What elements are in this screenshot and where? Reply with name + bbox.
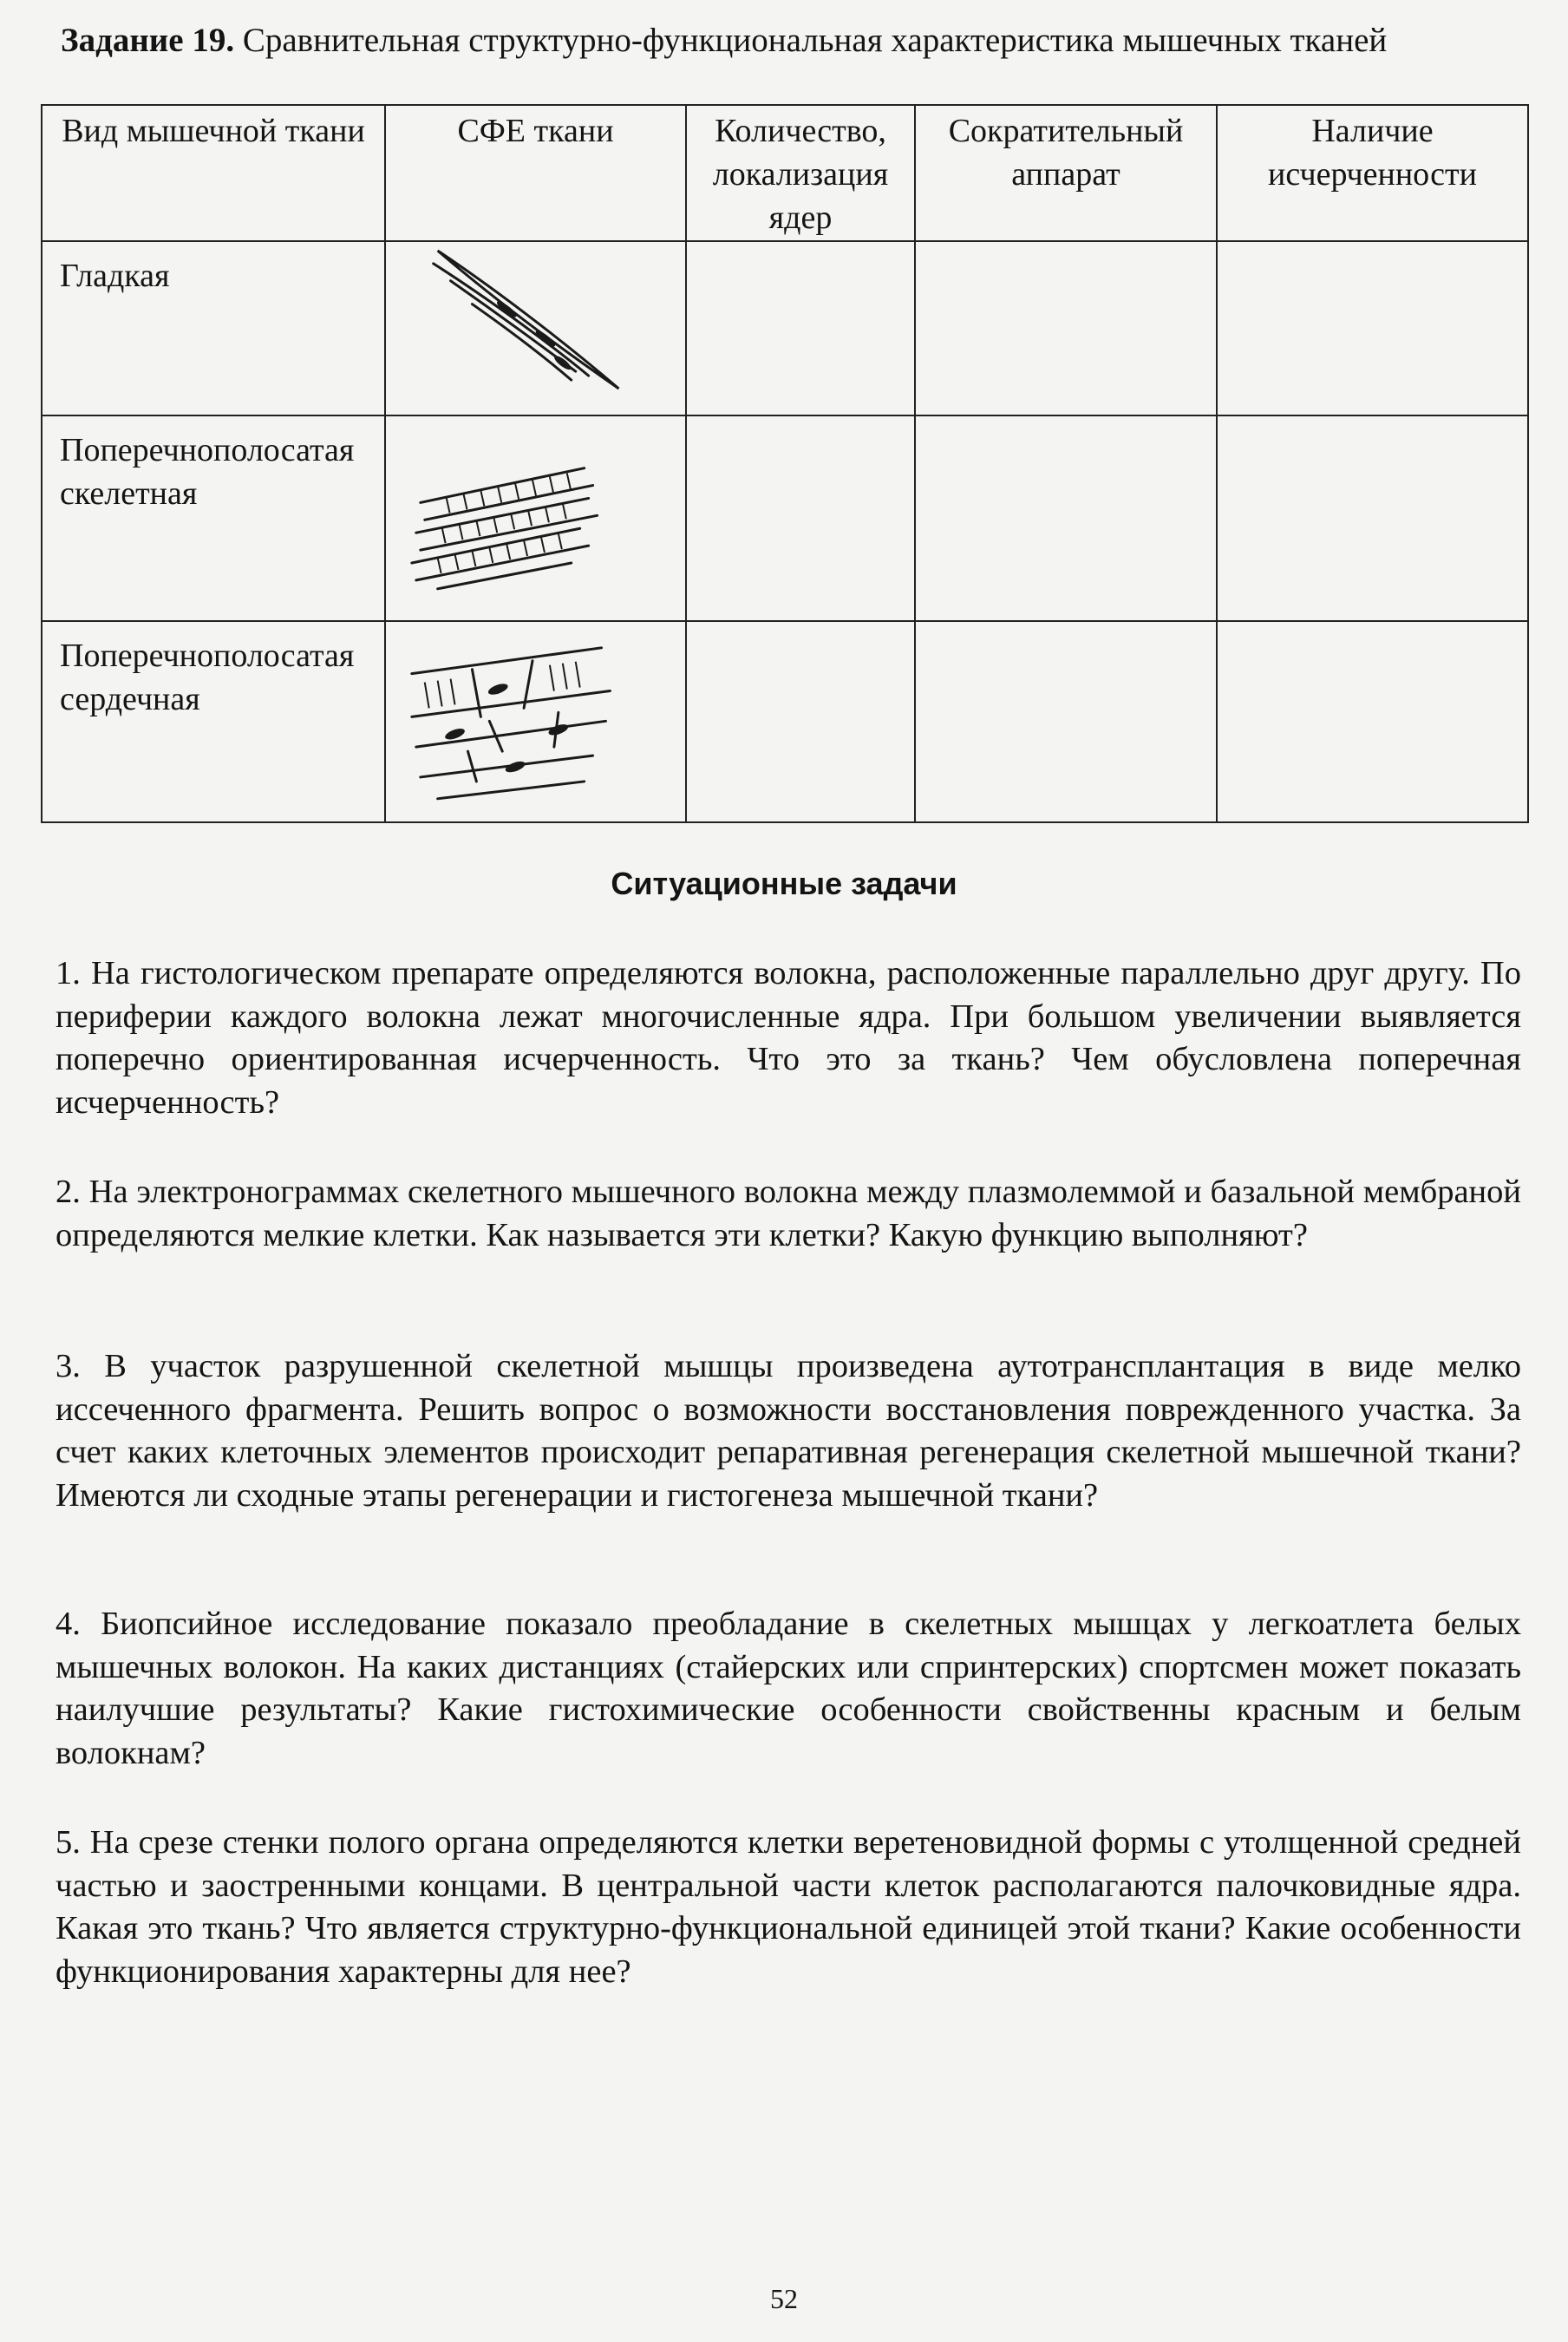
header-sfe: СФЕ ткани	[385, 105, 686, 241]
task-heading	[61, 19, 1535, 62]
skeletal-muscle-sketch-icon	[386, 416, 685, 621]
cardiac-muscle-sketch-icon	[386, 622, 685, 821]
table-row	[42, 415, 1528, 622]
nuclei-cell-cardiac[interactable]	[686, 621, 915, 822]
sfe-cell-smooth	[385, 241, 686, 415]
contractile-cell-cardiac[interactable]	[915, 621, 1217, 822]
sfe-cell-cardiac	[385, 621, 686, 822]
row-label-skeletal: Поперечнополосатая скелетная	[42, 415, 385, 622]
section-title: Ситуационные задачи	[611, 866, 957, 901]
header-striation: Наличие исчерченности	[1217, 105, 1528, 241]
problem-4: 4. Биопсийное исследование показало преобладание в скелетных мышцах у легкоатлета белых мышечных волокон. На каких дистанциях (стайерских или спринтерских) спортсмен может показать наилучшие результаты? Какие гистохимические особенности свойственны красным и белым волокнам?	[56, 1606, 1521, 1771]
table-row	[42, 621, 1528, 822]
striation-cell-skeletal[interactable]	[1217, 415, 1528, 622]
problem-1: 1. На гистологическом препарате определяются волокна, расположенные параллельно друг другу. По периферии каждого волокна лежат многочисленные ядра. При большом увеличении выявляется поперечно ориентированная исчерченность. Что это за ткань? Чем обусловлена поперечная исчерченность?	[56, 955, 1521, 1121]
sfe-cell-skeletal	[385, 415, 686, 622]
header-nuclei: Количество, локализация ядер	[686, 105, 915, 241]
striation-cell-cardiac[interactable]	[1217, 621, 1528, 822]
page-number: 52	[770, 2283, 798, 2314]
striation-cell-smooth[interactable]	[1217, 241, 1528, 415]
task-title-text: Сравнительная структурно-функциональная характеристика мышечных тканей	[242, 22, 1388, 59]
table-row	[42, 241, 1528, 415]
row-label-smooth: Гладкая	[42, 241, 385, 415]
problem-5: 5. На срезе стенки полого органа определяются клетки веретеновидной формы с утолщенной средней частью и заостренными концами. В центральной части клеток располагаются палочковидные ядра. Какая это ткань? Что является структурно-функциональной единицей этой ткани? Какие особенности функционирования характерны для нее?	[56, 1824, 1521, 1990]
smooth-muscle-sketch-icon	[386, 242, 685, 415]
table-header-row	[42, 105, 1528, 241]
nuclei-cell-skeletal[interactable]	[686, 415, 915, 622]
nuclei-cell-smooth[interactable]	[686, 241, 915, 415]
muscle-tissue-table	[41, 104, 1529, 823]
header-contractile-apparatus: Сократительный аппарат	[915, 105, 1217, 241]
contractile-cell-skeletal[interactable]	[915, 415, 1217, 622]
contractile-cell-smooth[interactable]	[915, 241, 1217, 415]
task-label: Задание 19.	[61, 22, 235, 59]
problem-3: 3. В участок разрушенной скелетной мышцы произведена аутотрансплантация в виде мелко иссеченного фрагмента. Решить вопрос о возможности восстановления поврежденного участка. За счет каких клеточных элементов происходит репаративная регенерация скелетной мышечной ткани? Имеются ли сходные этапы регенерации и гистогенеза мышечной ткани?	[56, 1348, 1521, 1514]
header-tissue-type: Вид мышечной ткани	[42, 105, 385, 241]
problem-2: 2. На электронограммах скелетного мышечного волокна между плазмолеммой и базальной мембраной определяются мелкие клетки. Как называется эти клетки? Какую функцию выполняют?	[56, 1174, 1521, 1253]
row-label-cardiac: Поперечнополосатая сердечная	[42, 621, 385, 822]
